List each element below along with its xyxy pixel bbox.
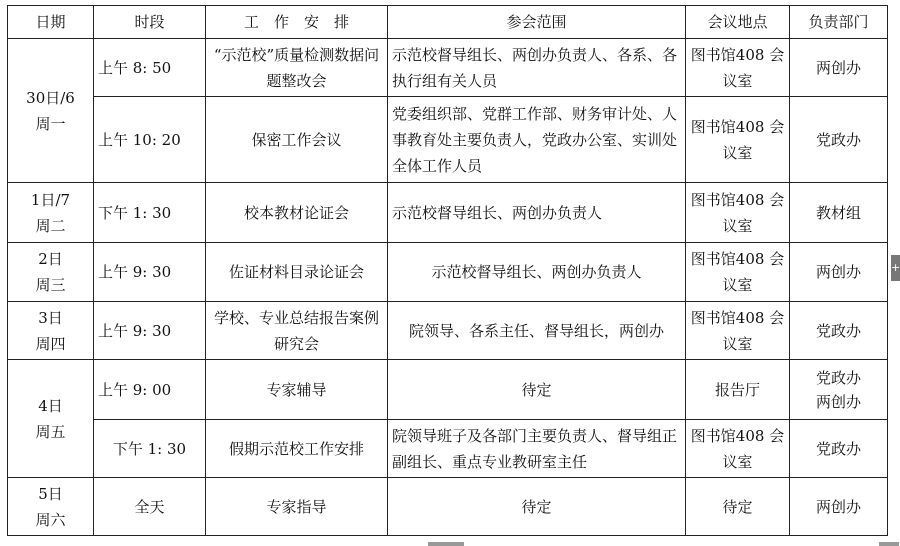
table-row [8, 478, 888, 536]
location-cell: 图书馆408 会议室 [686, 302, 790, 360]
task-cell: 专家辅导 [206, 360, 388, 420]
attendees-cell: 待定 [388, 360, 686, 420]
date-text: 30日/6 [26, 88, 75, 107]
table-row [8, 39, 888, 97]
time-cell: 上午 9: 30 [94, 302, 206, 360]
table-row [8, 360, 888, 420]
weekday-text: 周六 [35, 510, 66, 529]
date-text: 3日 [38, 308, 63, 327]
schedule-table [7, 5, 888, 536]
date-cell [8, 360, 94, 478]
header-time: 时段 [94, 6, 206, 39]
attendees-cell: 示范校督导组长、两创办负责人、各系、各执行组有关人员 [388, 39, 686, 97]
weekday-text: 周五 [35, 422, 66, 441]
time-cell: 下午 1: 30 [94, 183, 206, 243]
task-cell: 保密工作会议 [206, 97, 388, 183]
date-text: 5日 [38, 484, 63, 503]
task-cell: “示范校”质量检测数据问题整改会 [206, 39, 388, 97]
table-row [8, 183, 888, 243]
weekday-text: 周三 [35, 276, 66, 294]
task-cell: 学校、专业总结报告案例研究会 [206, 302, 388, 360]
dept-cell: 两创办 [790, 243, 888, 302]
time-cell: 下午 1: 30 [94, 420, 206, 478]
dept-cell: 党政办 [790, 420, 888, 478]
attendees-cell: 院领导班子及各部门主要负责人、督导组正副组长、重点专业教研室主任 [388, 420, 686, 478]
table-row [8, 97, 888, 183]
attendees-cell: 示范校督导组长、两创办负责人 [388, 183, 686, 243]
table-row [8, 243, 888, 302]
time-cell: 上午 9: 00 [94, 360, 206, 420]
location-cell: 图书馆408 会议室 [686, 183, 790, 243]
dept-cell: 党政办 [790, 302, 888, 360]
date-cell [8, 302, 94, 360]
date-cell [8, 183, 94, 243]
time-cell: 上午 8: 50 [94, 39, 206, 97]
location-cell: 图书馆408 会议室 [686, 420, 790, 478]
weekday-text: 周一 [35, 114, 66, 133]
task-cell: 佐证材料目录论证会 [206, 243, 388, 302]
date-text: 1日/7 [30, 190, 71, 209]
date-text: 2日 [38, 250, 63, 268]
location-cell: 图书馆408 会议室 [686, 39, 790, 97]
location-cell: 图书馆408 会议室 [686, 243, 790, 302]
scroll-marker [428, 542, 464, 546]
dept-cell: 党政办 两创办 [790, 360, 888, 420]
date-text: 4日 [38, 396, 63, 415]
dept-cell: 两创办 [790, 478, 888, 536]
location-cell: 图书馆408 会议室 [686, 97, 790, 183]
dept-cell: 教材组 [790, 183, 888, 243]
time-cell: 上午 10: 20 [94, 97, 206, 183]
attendees-cell: 院领导、各系主任、督导组长，两创办 [388, 302, 686, 360]
attendees-cell: 待定 [388, 478, 686, 536]
date-cell [8, 243, 94, 302]
header-location: 会议地点 [686, 6, 790, 39]
location-cell: 待定 [686, 478, 790, 536]
header-date: 日期 [8, 6, 94, 39]
header-task: 工 作 安 排 [206, 6, 388, 39]
time-cell: 全天 [94, 478, 206, 536]
weekday-text: 周二 [35, 216, 66, 235]
location-cell: 报告厅 [686, 360, 790, 420]
dept-cell: 党政办 [790, 97, 888, 183]
task-cell: 校本教材论证会 [206, 183, 388, 243]
header-dept: 负责部门 [790, 6, 888, 39]
time-cell: 上午 9: 30 [94, 243, 206, 302]
resize-grip[interactable] [879, 542, 899, 546]
header-attendees: 参会范围 [388, 6, 686, 39]
task-cell: 专家指导 [206, 478, 388, 536]
date-cell [8, 39, 94, 183]
dept-cell: 两创办 [790, 39, 888, 97]
table-row [8, 302, 888, 360]
weekday-text: 周四 [35, 334, 66, 353]
table-row [8, 420, 888, 478]
attendees-cell: 示范校督导组长、两创办负责人 [388, 243, 686, 302]
date-cell [8, 478, 94, 536]
task-cell: 假期示范校工作安排 [206, 420, 388, 478]
header-row [8, 6, 888, 39]
attendees-cell: 党委组织部、党群工作部、财务审计处、人事教育处主要负责人，党政办公室、实训处全体工作人员 [388, 97, 686, 183]
expand-handle-icon[interactable]: + [891, 255, 900, 281]
